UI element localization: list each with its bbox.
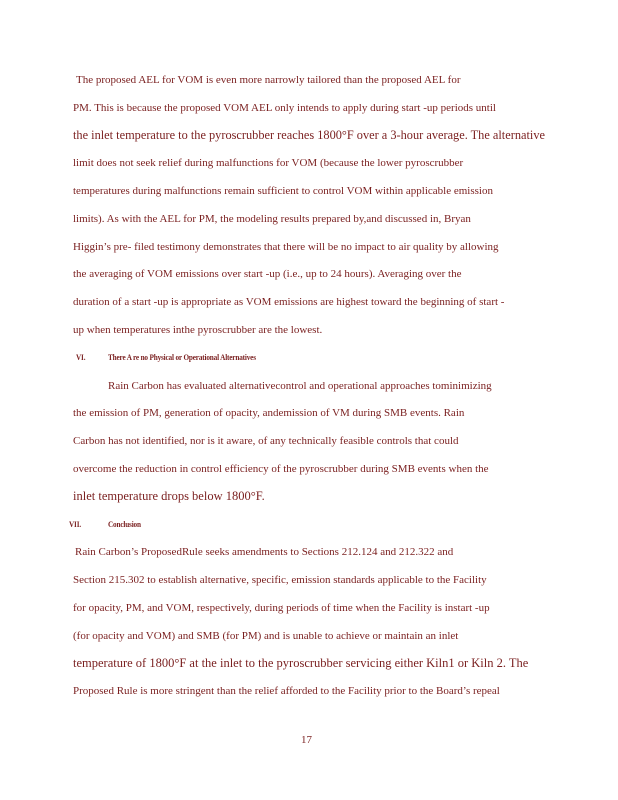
page-number: 17 bbox=[301, 734, 312, 746]
paragraph-1-line-8: the averaging of VOM emissions over start -up (i.e., up to 24 hours). Averaging over the bbox=[73, 268, 462, 280]
section-heading-vi-title: There A re no Physical or Operational Alternatives bbox=[108, 352, 256, 362]
paragraph-1-line-10: up when temperatures inthe pyroscrubber are the lowest. bbox=[73, 324, 323, 336]
paragraph-1-line-7: Higgin’s pre- filed testimony demonstrates that there will be no impact to air quality by allowing bbox=[73, 241, 499, 253]
paragraph-2-line-3: Carbon has not identified, nor is it aware, of any technically feasible controls that could bbox=[73, 435, 459, 447]
paragraph-1-line-2: PM. This is because the proposed VOM AEL only intends to apply during start -up periods until bbox=[73, 102, 496, 114]
paragraph-3-line-6: Proposed Rule is more stringent than the relief afforded to the Facility prior to the Board’s repeal bbox=[73, 685, 500, 697]
section-heading-vii-number: VII. bbox=[69, 519, 81, 529]
paragraph-1-line-5: temperatures during malfunctions remain sufficient to control VOM within applicable emission bbox=[73, 185, 493, 197]
paragraph-2-line-5: inlet temperature drops below 1800°F. bbox=[73, 489, 265, 503]
paragraph-3-line-2: Section 215.302 to establish alternative, specific, emission standards applicable to the Facility bbox=[73, 574, 487, 586]
paragraph-3-line-4: (for opacity and VOM) and SMB (for PM) and is unable to achieve or maintain an inlet bbox=[73, 630, 459, 642]
paragraph-3-line-5: temperature of 1800°F at the inlet to the pyroscrubber servicing either Kiln1 or Kiln 2. The bbox=[73, 656, 529, 670]
paragraph-1-line-6: limits). As with the AEL for PM, the modeling results prepared by,and discussed in, Bryan bbox=[73, 213, 471, 225]
paragraph-2-line-1: Rain Carbon has evaluated alternativecontrol and operational approaches tominimizing bbox=[108, 380, 492, 392]
section-heading-vii-title: Conclusion bbox=[108, 519, 141, 529]
paragraph-1-line-9: duration of a start -up is appropriate as VOM emissions are highest toward the beginning of start - bbox=[73, 296, 505, 308]
paragraph-1-line-3: the inlet temperature to the pyroscrubber reaches 1800°F over a 3-hour average. The alternative bbox=[73, 128, 545, 142]
paragraph-2-line-4: overcome the reduction in control efficiency of the pyroscrubber during SMB events when the bbox=[73, 463, 489, 475]
paragraph-2-line-2: the emission of PM, generation of opacity, andemission of VM during SMB events. Rain bbox=[73, 407, 465, 419]
paragraph-3-line-3: for opacity, PM, and VOM, respectively, during periods of time when the Facility is instart -up bbox=[73, 602, 490, 614]
paragraph-3-line-1: Rain Carbon’s ProposedRule seeks amendments to Sections 212.124 and 212.322 and bbox=[75, 546, 454, 558]
paragraph-1-line-1: The proposed AEL for VOM is even more narrowly tailored than the proposed AEL for bbox=[76, 74, 461, 86]
paragraph-1-line-4: limit does not seek relief during malfunctions for VOM (because the lower pyroscrubber bbox=[73, 157, 464, 169]
section-heading-vi-number: VI. bbox=[76, 352, 86, 362]
